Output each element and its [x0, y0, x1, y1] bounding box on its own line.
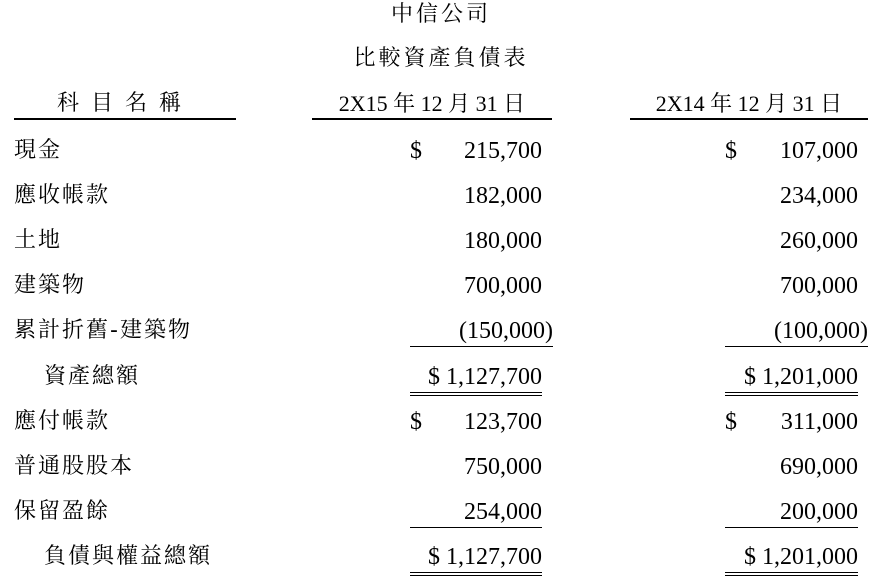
- table-row-buildings: [0, 271, 882, 301]
- table-row-accumulated-depreciation: [0, 316, 882, 346]
- row-label: 保留盈餘: [14, 499, 111, 524]
- amount-2x14: [725, 226, 858, 256]
- amount-2x15: [410, 181, 542, 211]
- column-header-2x15: 2X15 年 12 月 31 日: [312, 90, 552, 120]
- table-row-accounts-receivable: [0, 181, 882, 211]
- row-label: 現金: [14, 138, 63, 163]
- table-row-land: [0, 226, 882, 256]
- row-label: 建築物: [14, 273, 87, 298]
- row-label: 資產總額: [44, 364, 141, 389]
- amount-value: 180,000: [464, 228, 542, 254]
- amount-value: 254,000: [464, 499, 542, 525]
- amount-value: 260,000: [780, 228, 858, 254]
- amount-2x14: [725, 542, 858, 576]
- amount-2x15: [410, 497, 542, 528]
- amount-value: 750,000: [464, 454, 542, 480]
- row-label: 應付帳款: [14, 409, 111, 434]
- amount-value: $ 1,127,700: [428, 364, 542, 390]
- table-row-retained-earnings: [0, 497, 882, 527]
- amount-value: $ 1,201,000: [744, 544, 858, 570]
- amount-2x14: [725, 316, 868, 347]
- amount-value: 700,000: [464, 273, 542, 299]
- amount-value: 107,000: [780, 138, 858, 164]
- amount-2x15: [410, 407, 542, 437]
- amount-value: 234,000: [780, 183, 858, 209]
- row-label: 負債與權益總額: [44, 544, 213, 569]
- amount-2x15: [410, 542, 542, 576]
- amount-2x15: [410, 452, 542, 482]
- amount-value: (150,000): [459, 318, 553, 344]
- amount-2x14: [725, 271, 858, 301]
- amount-2x14: [725, 362, 858, 396]
- amount-2x14: [725, 452, 858, 482]
- table-row-cash: [0, 136, 882, 166]
- table-row-common-stock: [0, 452, 882, 482]
- amount-2x14: [725, 136, 858, 166]
- currency-symbol: $: [725, 409, 737, 435]
- amount-value: (100,000): [774, 318, 868, 344]
- report-title: 比較資產負債表: [353, 46, 529, 71]
- amount-value: 182,000: [464, 183, 542, 209]
- table-row-total-assets: [0, 362, 882, 392]
- amount-2x15: [410, 362, 542, 396]
- amount-value: 311,000: [780, 409, 858, 435]
- amount-value: $ 1,201,000: [744, 364, 858, 390]
- row-label: 土地: [14, 228, 63, 253]
- amount-2x14: [725, 181, 858, 211]
- column-header-account: 科目名稱: [14, 90, 236, 120]
- table-row-accounts-payable: [0, 407, 882, 437]
- company-name: 中信公司: [390, 2, 491, 27]
- row-label: 累計折舊-建築物: [14, 318, 192, 343]
- column-header-2x14: 2X14 年 12 月 31 日: [630, 90, 868, 120]
- currency-symbol: $: [725, 138, 737, 164]
- amount-2x15: [410, 271, 542, 301]
- amount-2x15: [410, 136, 542, 166]
- row-label: 應收帳款: [14, 183, 111, 208]
- row-label: 普通股股本: [14, 454, 135, 479]
- amount-2x14: [725, 407, 858, 437]
- amount-2x14: [725, 497, 858, 528]
- amount-2x15: [410, 226, 542, 256]
- amount-value: 200,000: [780, 499, 858, 525]
- currency-symbol: $: [410, 138, 422, 164]
- amount-value: $ 1,127,700: [428, 544, 542, 570]
- table-row-total-liabilities-equity: [0, 542, 882, 572]
- amount-value: 215,700: [464, 138, 542, 164]
- amount-value: 700,000: [780, 273, 858, 299]
- amount-2x15: [410, 316, 553, 347]
- amount-value: 690,000: [780, 454, 858, 480]
- currency-symbol: $: [410, 409, 422, 435]
- amount-value: 123,700: [464, 409, 542, 435]
